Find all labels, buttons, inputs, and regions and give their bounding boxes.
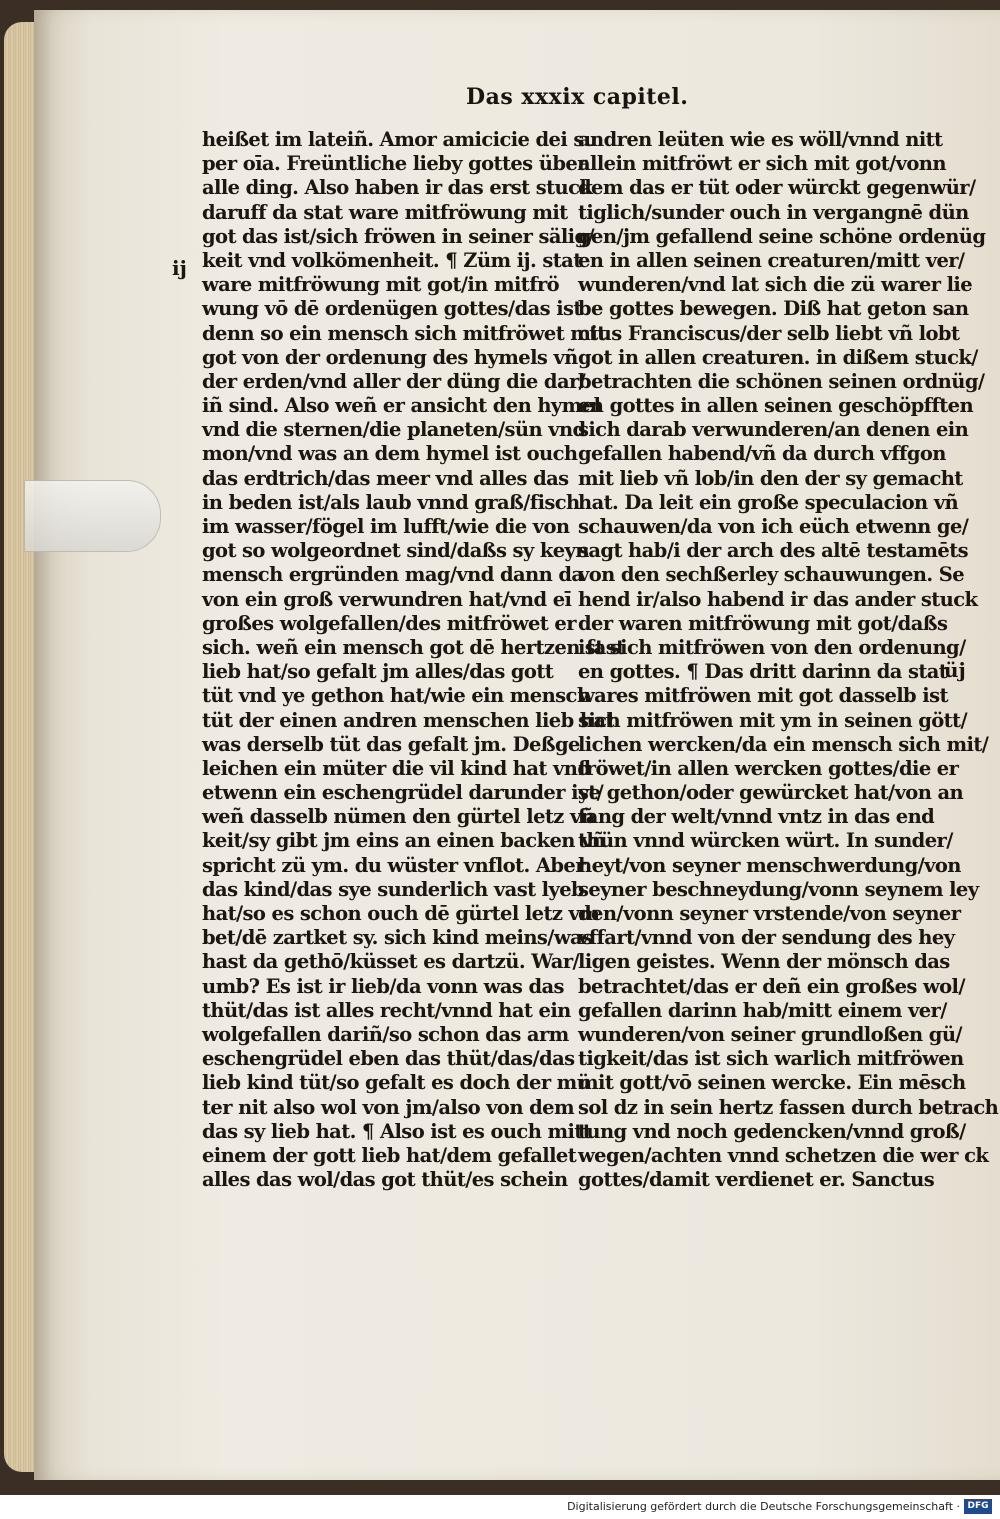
- text-line: dem das er tüt oder würckt gegenwür/: [578, 176, 976, 200]
- text-line: daruff da stat ware mitfröwung mit: [202, 200, 568, 224]
- text-line: das sy lieb hat. ¶ Also ist es ouch mitt: [202, 1119, 592, 1143]
- text-line: sol dz in sein hertz fassen durch betrach: [578, 1095, 999, 1119]
- text-line: fröwet/in allen wercken gottes/die er: [578, 756, 959, 780]
- text-line: wegen/achten vnnd schetzen die wer ck: [578, 1143, 989, 1167]
- text-line: tüt der einen andren menschen lieb hat: [202, 708, 614, 732]
- text-line: hat/so es schon ouch dē gürtel letz vm: [202, 902, 600, 925]
- text-line: wung vō dē ordenügen gottes/das ist: [202, 297, 582, 321]
- text-line: tigkeit/das ist sich warlich mitfröwen: [578, 1047, 964, 1071]
- text-line: sich mitfröwen mit ym in seinen gött/: [578, 708, 967, 732]
- text-line: ye gethon/oder gewürcket hat/von an: [578, 781, 964, 805]
- text-line: sagt hab/i der arch des altē testamēts: [578, 539, 968, 563]
- chapter-header: Das xxxix capitel.: [466, 84, 689, 110]
- footer-bar: [0, 1495, 1000, 1519]
- text-line: was derselb tüt das gefalt jm. Deßge: [202, 732, 580, 756]
- text-line: spricht zü ym. du wüster vnflot. Aber: [202, 853, 585, 877]
- left-text-column: [202, 128, 625, 1192]
- text-line: andren leüten wie es wöll/vnnd nitt: [578, 128, 943, 151]
- text-line: tüt vnd ye gethon hat/wie ein mensch: [202, 684, 591, 708]
- text-line: sich. weñ ein mensch got dē hertzen fast: [202, 635, 625, 659]
- text-line: en gottes in allen seinen geschöpfften: [578, 394, 974, 418]
- text-line: be gottes bewegen. Diß hat geton san: [578, 297, 969, 321]
- text-line: hat. Da leit ein große speculacion vñ: [578, 490, 959, 514]
- text-line: großes wolgefallen/des mitfröwet er: [202, 611, 576, 635]
- text-line: lieb kind tüt/so gefalt es doch der mü: [202, 1071, 591, 1095]
- text-line: gen/jm gefallend seine schöne ordenüg: [578, 224, 986, 248]
- text-line: betrachten die schönen seinen ordnüg/: [578, 369, 985, 393]
- text-line: got von der ordenung des hymels vñ: [202, 345, 578, 369]
- text-line: einem der gott lieb hat/dem gefallet: [202, 1143, 577, 1167]
- text-line: sich darab verwunderen/an denen ein: [578, 418, 969, 442]
- text-line: ter nit also wol von jm/also von dem: [202, 1095, 574, 1119]
- text-line: fang der welt/vnnd vntz in das end: [578, 805, 935, 829]
- text-line: heyt/von seyner menschwerdung/von: [578, 853, 961, 877]
- text-line: hend ir/also habend ir das ander stuck: [578, 587, 978, 611]
- text-line: eschengrüdel eben das thüt/das/das: [202, 1047, 575, 1071]
- funding-credit: Digitalisierung gefördert durch die Deutsche Forschungsgemeinschaft ·: [567, 1500, 960, 1513]
- text-line: wares mitfröwen mit got dasselb ist: [578, 684, 948, 708]
- text-line: mensch ergründen mag/vnd dann da: [202, 563, 584, 587]
- text-line: iñ sind. Also weñ er ansicht den hymel: [202, 394, 601, 418]
- text-line: denn so ein mensch sich mitfröwet mit: [202, 321, 606, 345]
- text-line: allein mitfröwt er sich mit got/vonn: [578, 152, 946, 176]
- text-line: got so wolgeordnet sind/daßs sy keyn: [202, 539, 589, 563]
- bookmark-strip: [24, 480, 161, 552]
- text-line: betrachtet/das er deñ ein großes wol/: [578, 974, 965, 998]
- text-line: seyner beschneydung/vonn seynem ley: [578, 877, 979, 901]
- text-line: thün vnnd würcken würt. In sunder/: [578, 829, 953, 853]
- text-line: im wasser/fögel im lufft/wie die von: [202, 515, 570, 538]
- text-line: umb? Es ist ir lieb/da vonn was das: [202, 974, 564, 998]
- text-line: vnd die sternen/die planeten/sün vnd: [202, 418, 586, 442]
- text-line: hast da gethō/küsset es dartzü. War/: [202, 950, 580, 974]
- left-margin-signature: ij: [172, 256, 187, 280]
- text-line: gottes/damit verdienet er. Sanctus: [578, 1168, 935, 1192]
- text-line: wunderen/von seiner grundloßen gü/: [578, 1022, 962, 1046]
- text-line: der waren mitfröwung mit got/daßs: [578, 611, 948, 635]
- text-line: gefallen darinn hab/mitt einem ver/: [578, 998, 947, 1022]
- text-line: von ein groß verwundren hat/vnd eī: [202, 587, 572, 611]
- text-line: der erden/vnd aller der düng die dar/: [202, 369, 586, 393]
- text-line: schauwen/da von ich eüch etwenn ge/: [578, 515, 969, 538]
- text-line: das kind/das sye sunderlich vast lyeb: [202, 877, 585, 901]
- text-line: heißet im lateiñ. Amor amicicie dei su: [202, 128, 598, 151]
- right-margin-signature: üj: [944, 658, 966, 682]
- text-line: ctus Franciscus/der selb liebt vñ lobt: [578, 321, 960, 345]
- text-line: tung vnd noch gedencken/vnnd groß/: [578, 1119, 966, 1143]
- text-line: got das ist/sich fröwen in seiner sälig/: [202, 224, 595, 248]
- text-line: alle ding. Also haben ir das erst stuck: [202, 176, 593, 200]
- text-line: wolgefallen dariñ/so schon das arm: [202, 1022, 569, 1046]
- text-line: mon/vnd was an dem hymel ist ouch: [202, 442, 578, 466]
- text-line: weñ dasselb nümen den gürtel letz vñ: [202, 805, 595, 829]
- text-line: lichen wercken/da ein mensch sich mit/: [578, 732, 989, 756]
- text-line: bet/dē zartket sy. sich kind meins/was: [202, 926, 593, 950]
- text-line: leichen ein müter die vil kind hat vnd: [202, 756, 591, 780]
- text-line: tiglich/sunder ouch in vergangnē dün: [578, 200, 969, 224]
- text-line: ware mitfröwung mit got/in mitfrö: [202, 273, 560, 297]
- text-line: mit lieb vñ lob/in den der sy gemacht: [578, 466, 963, 490]
- dfg-logo: DFG: [964, 1499, 992, 1514]
- text-line: mit gott/vō seinen wercke. Ein mēsch: [578, 1071, 966, 1095]
- text-line: got in allen creaturen. in dißem stuck/: [578, 345, 978, 369]
- text-line: per oīa. Freüntliche lieby gottes über: [202, 152, 587, 176]
- text-line: in beden ist/als laub vnnd graß/fisch: [202, 490, 580, 514]
- text-line: alles das wol/das got thüt/es schein: [202, 1168, 568, 1192]
- text-line: das erdtrich/das meer vnd alles das: [202, 466, 569, 490]
- text-line: vffart/vnnd von der sendung des hey: [578, 926, 955, 950]
- text-line: thüt/das ist alles recht/vnnd hat ein: [202, 998, 571, 1022]
- text-line: von den sechßerley schauwungen. Se: [578, 563, 965, 587]
- text-line: den/vonn seyner vrstende/von seyner: [578, 902, 961, 925]
- text-line: etwenn ein eschengrüdel darunder ist/: [202, 781, 604, 805]
- text-line: en gottes. ¶ Das dritt darinn da stat: [578, 660, 948, 684]
- text-line: en in allen seinen creaturen/mitt ver/: [578, 248, 965, 272]
- text-line: gefallen habend/vñ da durch vffgon: [578, 442, 946, 466]
- text-line: lieb hat/so gefalt jm alles/das gott: [202, 660, 554, 684]
- text-line: ligen geistes. Wenn der mönsch das: [578, 950, 950, 974]
- text-line: keit vnd volkömenheit. ¶ Züm ij. stat: [202, 248, 582, 272]
- text-line: ist sich mitfröwen von den ordenung/: [578, 635, 966, 659]
- text-line: keit/sy gibt jm eins an einen backen vñ: [202, 829, 606, 853]
- text-line: wunderen/vnd lat sich die zü warer lie: [578, 273, 973, 297]
